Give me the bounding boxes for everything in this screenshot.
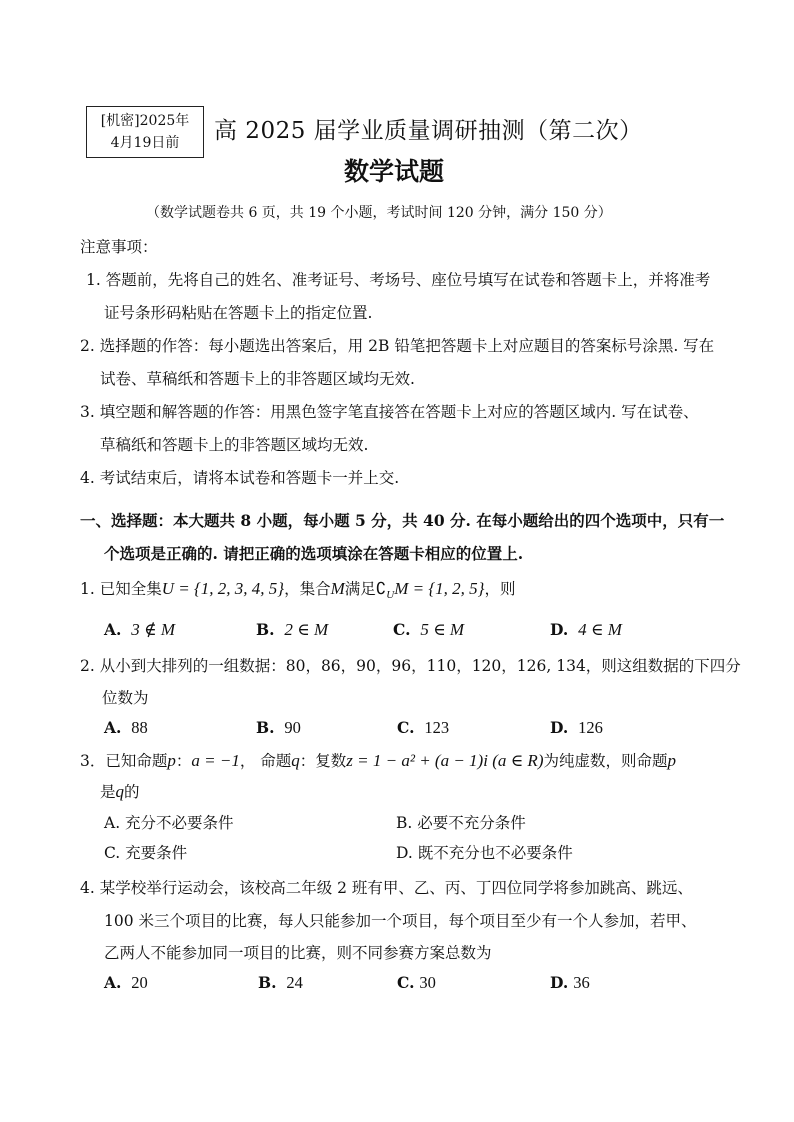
q1-suffix: ，则: [484, 580, 516, 598]
q1-complement-sub: U: [386, 589, 395, 602]
q1-option-b: [256, 620, 328, 640]
q1-prefix: 1. 已知全集: [80, 580, 162, 598]
q4-option-b: [258, 973, 303, 993]
subject-title: 数学试题: [344, 157, 445, 186]
q2-option-c-label: C.: [397, 718, 415, 737]
q1-option-d-label: D.: [550, 620, 569, 639]
question-3-line1: [80, 749, 676, 771]
q3-line2-suffix: 的: [124, 783, 140, 801]
q1-mid: ，集合: [284, 580, 331, 598]
q2-option-a: [104, 718, 148, 738]
section1-line1: 一、选择题：本大题共 8 小题，每小题 5 分，共 40 分. 在每小题给出的四个选项中，只有一: [80, 511, 725, 530]
q2-option-d: [550, 718, 603, 738]
question-1: [80, 577, 515, 601]
q4-option-a: [104, 973, 148, 993]
exam-info: （数学试题卷共 6 页，共 19 个小题，考试时间 120 分钟，满分 150 分）: [146, 205, 612, 221]
q2-option-d-label: D.: [550, 718, 569, 737]
notice-item1-line2: 证号条形码粘贴在答题卡上的指定位置.: [104, 304, 373, 322]
question-4-line2: 100 米三个项目的比赛，每人只能参加一个项目，每个项目至少有一个人参加，若甲、: [104, 912, 697, 930]
q3-sep: ， 命题: [239, 752, 292, 770]
q3-q: q: [291, 751, 300, 770]
q2-option-b-text: 90: [284, 718, 301, 737]
q4-option-d-label: D.: [550, 973, 569, 992]
q4-option-d-text: 36: [573, 973, 590, 992]
q1-option-a-text: 3 ∉ M: [131, 620, 176, 639]
confidential-stamp: [86, 106, 204, 158]
q3-p2: p: [667, 751, 676, 770]
q2-option-d-text: 126: [578, 718, 603, 737]
q3-expr: z = 1 − a² + (a − 1)i (a ∈ R): [346, 751, 544, 770]
question-4-line1: 4. 某学校举行运动会，该校高二年级 2 班有甲、乙、丙、丁四位同学将参加跳高、跳远、: [80, 879, 693, 897]
confidential-line1: [机密]2025年: [100, 113, 190, 129]
question-2-line1: 2. 从小到大排列的一组数据：80，86，90，96，110，120，126, 134，则这组数据的下四分: [80, 657, 741, 675]
q3-q2: q: [115, 782, 125, 801]
q4-option-d: [550, 973, 590, 993]
q2-option-c-text: 123: [424, 718, 450, 737]
q1-option-d: [550, 620, 622, 640]
q3-option-a: A. 充分不必要条件: [104, 814, 234, 832]
question-2-line2: 位数为: [102, 689, 149, 707]
notice-item3-line1: 3. 填空题和解答题的作答：用黑色签字笔直接答在答题卡上对应的答题区域内. 写在试卷、: [80, 403, 699, 421]
q2-option-b-label: B.: [256, 718, 275, 737]
q3-line2-prefix: 是: [100, 783, 116, 801]
q4-option-c-text: 30: [419, 973, 436, 992]
q3-suffix: 为纯虚数，则命题: [543, 752, 668, 770]
q1-option-c: [393, 620, 464, 640]
confidential-line2: 4月19日前: [110, 135, 180, 151]
q1-option-a: [104, 620, 175, 640]
q1-m: M: [330, 579, 345, 598]
question-3-line2: [100, 780, 140, 802]
q3-option-c: C. 充要条件: [104, 844, 188, 862]
q4-option-b-text: 24: [286, 973, 303, 992]
section1-line2: 个选项是正确的. 请把正确的选项填涂在答题卡相应的位置上.: [104, 544, 524, 563]
q3-prefix: 3．已知命题: [80, 752, 168, 770]
q1-option-a-label: A.: [104, 620, 122, 639]
notice-item4: 4. 考试结束后，请将本试卷和答题卡一并上交.: [80, 469, 400, 487]
q4-option-c: [397, 973, 436, 993]
notice-heading: 注意事项：: [80, 238, 158, 256]
q2-option-c: [397, 718, 449, 738]
q1-mid2: 满足: [344, 580, 376, 598]
q3-option-b: B. 必要不充分条件: [396, 814, 526, 832]
q1-option-b-label: B.: [256, 620, 275, 639]
q3-option-d: D. 既不充分也不必要条件: [396, 844, 573, 862]
notice-item1-line1: 1. 答题前，先将自己的姓名、准考证号、考场号、座位号填写在试卷和答题卡上，并将准考: [86, 271, 711, 289]
q3-colon1: ：: [175, 752, 192, 770]
q4-option-a-label: A.: [104, 973, 122, 992]
q3-colon2: ：复数: [299, 752, 347, 770]
q4-option-b-label: B.: [258, 973, 277, 992]
q1-option-d-text: 4 ∈ M: [578, 620, 622, 639]
q3-cond-p: a = −1: [191, 751, 240, 770]
q2-option-a-label: A.: [104, 718, 122, 737]
q1-option-b-text: 2 ∈ M: [284, 620, 329, 639]
q1-set-m: M = {1, 2, 5}: [394, 579, 485, 598]
notice-item3-line2: 草稿纸和答题卡上的非答题区域均无效.: [100, 436, 369, 454]
notice-item2-line1: 2. 选择题的作答：每小题选出答案后，用 2B 铅笔把答题卡上对应题目的答案标号涂黑. 写在: [80, 337, 715, 355]
q3-p: p: [167, 751, 176, 770]
q4-option-a-text: 20: [131, 973, 148, 992]
question-4-line3: 乙两人不能参加同一项目的比赛，则不同参赛方案总数为: [104, 944, 492, 962]
q1-option-c-label: C.: [393, 620, 411, 639]
q1-set-u: U = {1, 2, 3, 4, 5}: [161, 579, 285, 598]
q1-complement-symbol: ∁: [375, 579, 387, 598]
q2-option-b: [256, 718, 301, 738]
q4-option-c-label: C.: [397, 973, 415, 992]
notice-item2-line2: 试卷、草稿纸和答题卡上的非答题区域均无效.: [100, 370, 415, 388]
exam-title: 高 2025 届学业质量调研抽测（第二次）: [214, 118, 643, 144]
q1-option-c-text: 5 ∈ M: [420, 620, 465, 639]
q2-option-a-text: 88: [131, 718, 148, 737]
